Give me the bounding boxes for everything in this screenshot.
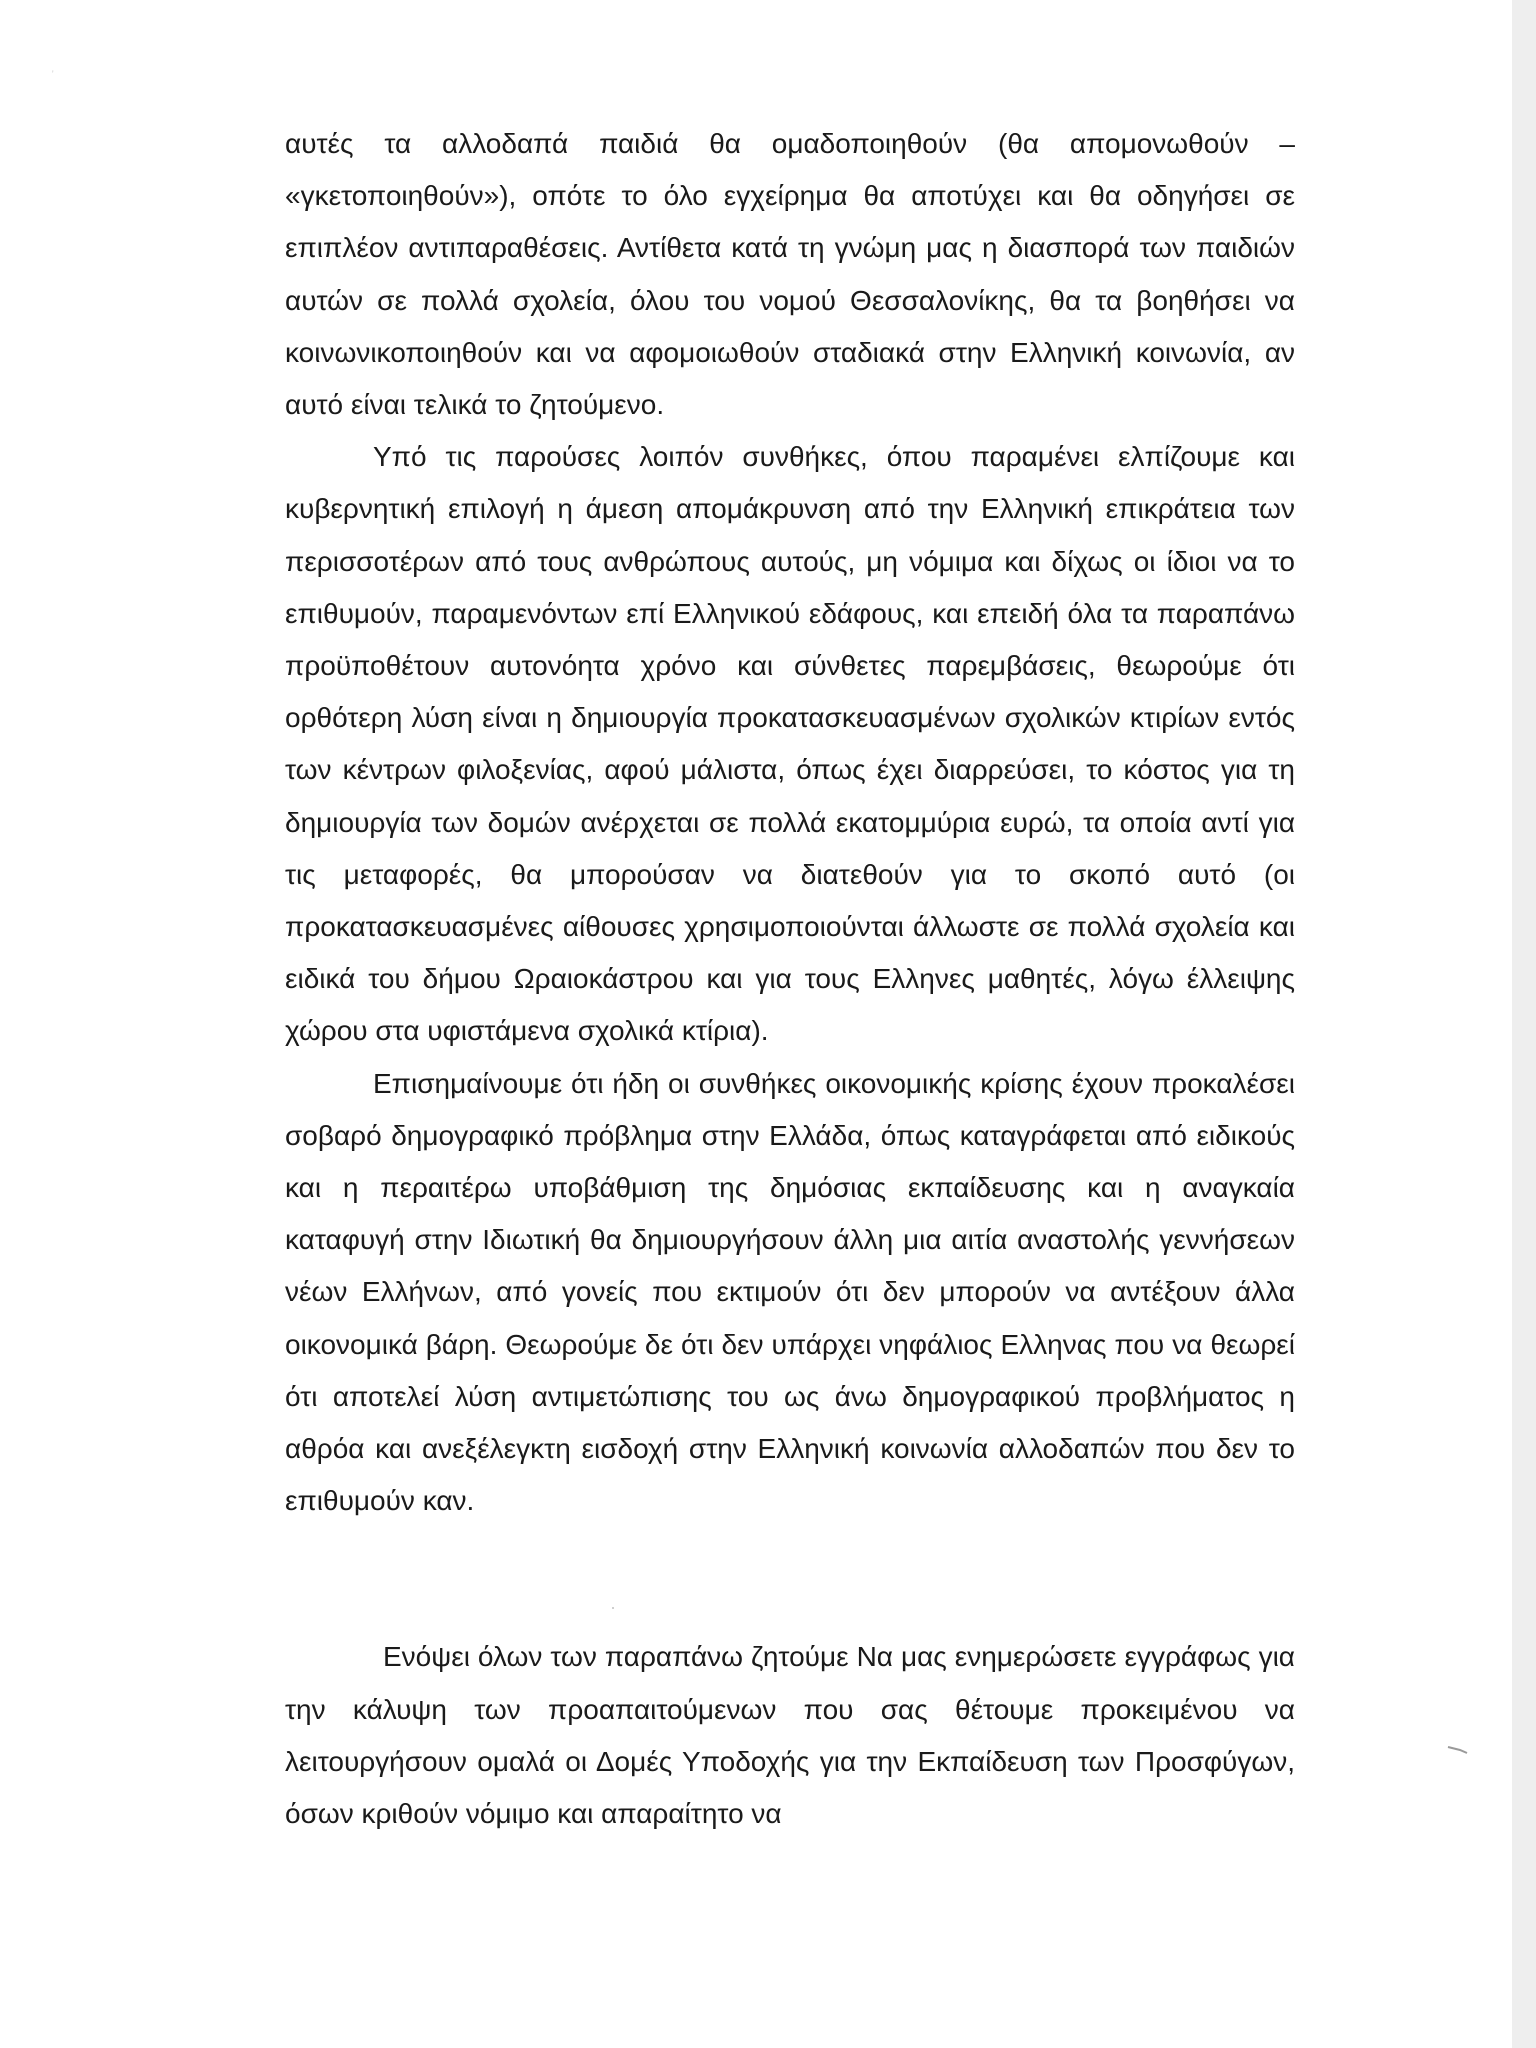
scan-edge-shadow bbox=[1512, 0, 1536, 2048]
paragraph-demographic-problem: Επισημαίνουμε ότι ήδη οι συνθήκες οικονομικής κρίσης έχουν προκαλέσει σοβαρό δημογραφικό πρόβλημα στην Ελλάδα, όπως καταγράφεται από ειδικούς και η περαιτέρω υποβάθμιση της δημόσιας εκπαίδευσης και η αναγκαία καταφυγή στην Ιδιωτική θα δημιουργήσουν άλλη μια αιτία αναστολής γεννήσεων νέων Ελλήνων, από γονείς που εκτιμούν ότι δεν μπορούν να αντέξουν άλλα οικονομικά βάρη. Θεωρούμε δε ότι δεν υπάρχει νηφάλιος Ελληνας που να θεωρεί ότι αποτελεί λύση αντιμετώπισης του ως άνω δημογραφικού προβλήματος η αθρόα και ανεξέλεγκτη εισδοχή στην Ελληνική κοινωνία αλλοδαπών που δεν το επιθυμούν καν. bbox=[285, 1067, 1295, 1517]
paragraph-integration-dispersal: αυτές τα αλλοδαπά παιδιά θα ομαδοποιηθούν (θα απομονωθούν – «γκετοποιηθούν»), οπότε το όλο εγχείρημα θα αποτύχει και θα οδηγήσει σε επιπλέον αντιπαραθέσεις. Αντίθετα κατά τη γνώμη μας η διασπορά των παιδιών αυτών σε πολλά σχολεία, όλου του νομού Θεσσαλονίκης, θα τα βοηθήσει να κοινωνικοποιηθούν και να αφομοιωθούν σταδιακά στην Ελληνική κοινωνία, αν αυτό είναι τελικά το ζητούμενο. bbox=[285, 128, 1295, 421]
letter-body bbox=[285, 118, 1295, 1840]
paragraph-request: Ενόψει όλων των παραπάνω ζητούμε Να μας ενημερώσετε εγγράφως για την κάλυψη των προαπαιτούμενων που σας θέτουμε προκειμένου να λειτουργήσουν ομαλά οι Δομές Υποδοχής για την Εκπαίδευση των Προσφύγων, όσων κριθούν νόμιμο και απαραίτητο να bbox=[285, 1641, 1295, 1830]
scan-stroke-mark bbox=[1447, 1745, 1469, 1755]
scan-speck-mark: ' bbox=[52, 69, 54, 79]
paragraph-prefabricated-schools: Υπό τις παρούσες λοιπόν συνθήκες, όπου παραμένει ελπίζουμε και κυβερνητική επιλογή η άμεση απομάκρυνση από την Ελληνική επικράτεια των περισσοτέρων από τους ανθρώπους αυτούς, μη νόμιμα και δίχως οι ίδιοι να το επιθυμούν, παραμενόντων επί Ελληνικού εδάφους, και επειδή όλα τα παραπάνω προϋποθέτουν αυτονόητα χρόνο και σύνθετες παρεμβάσεις, θεωρούμε ότι ορθότερη λύση είναι η δημιουργία προκατασκευασμένων σχολικών κτιρίων εντός των κέντρων φιλοξενίας, αφού μάλιστα, όπως έχει διαρρεύσει, το κόστος για τη δημιουργία των δομών ανέρχεται σε πολλά εκατομμύρια ευρώ, τα οποία αντί για τις μεταφορές, θα μπορούσαν να διατεθούν για το σκοπό αυτό (οι προκατασκευασμένες αίθουσες χρησιμοποιούνται άλλωστε σε πολλά σχολεία και ειδικά του δήμου Ωραιοκάστρου και για τους Ελληνες μαθητές, λόγω έλλειψης χώρου στα υφιστάμενα σχολικά κτίρια). bbox=[285, 441, 1295, 1047]
